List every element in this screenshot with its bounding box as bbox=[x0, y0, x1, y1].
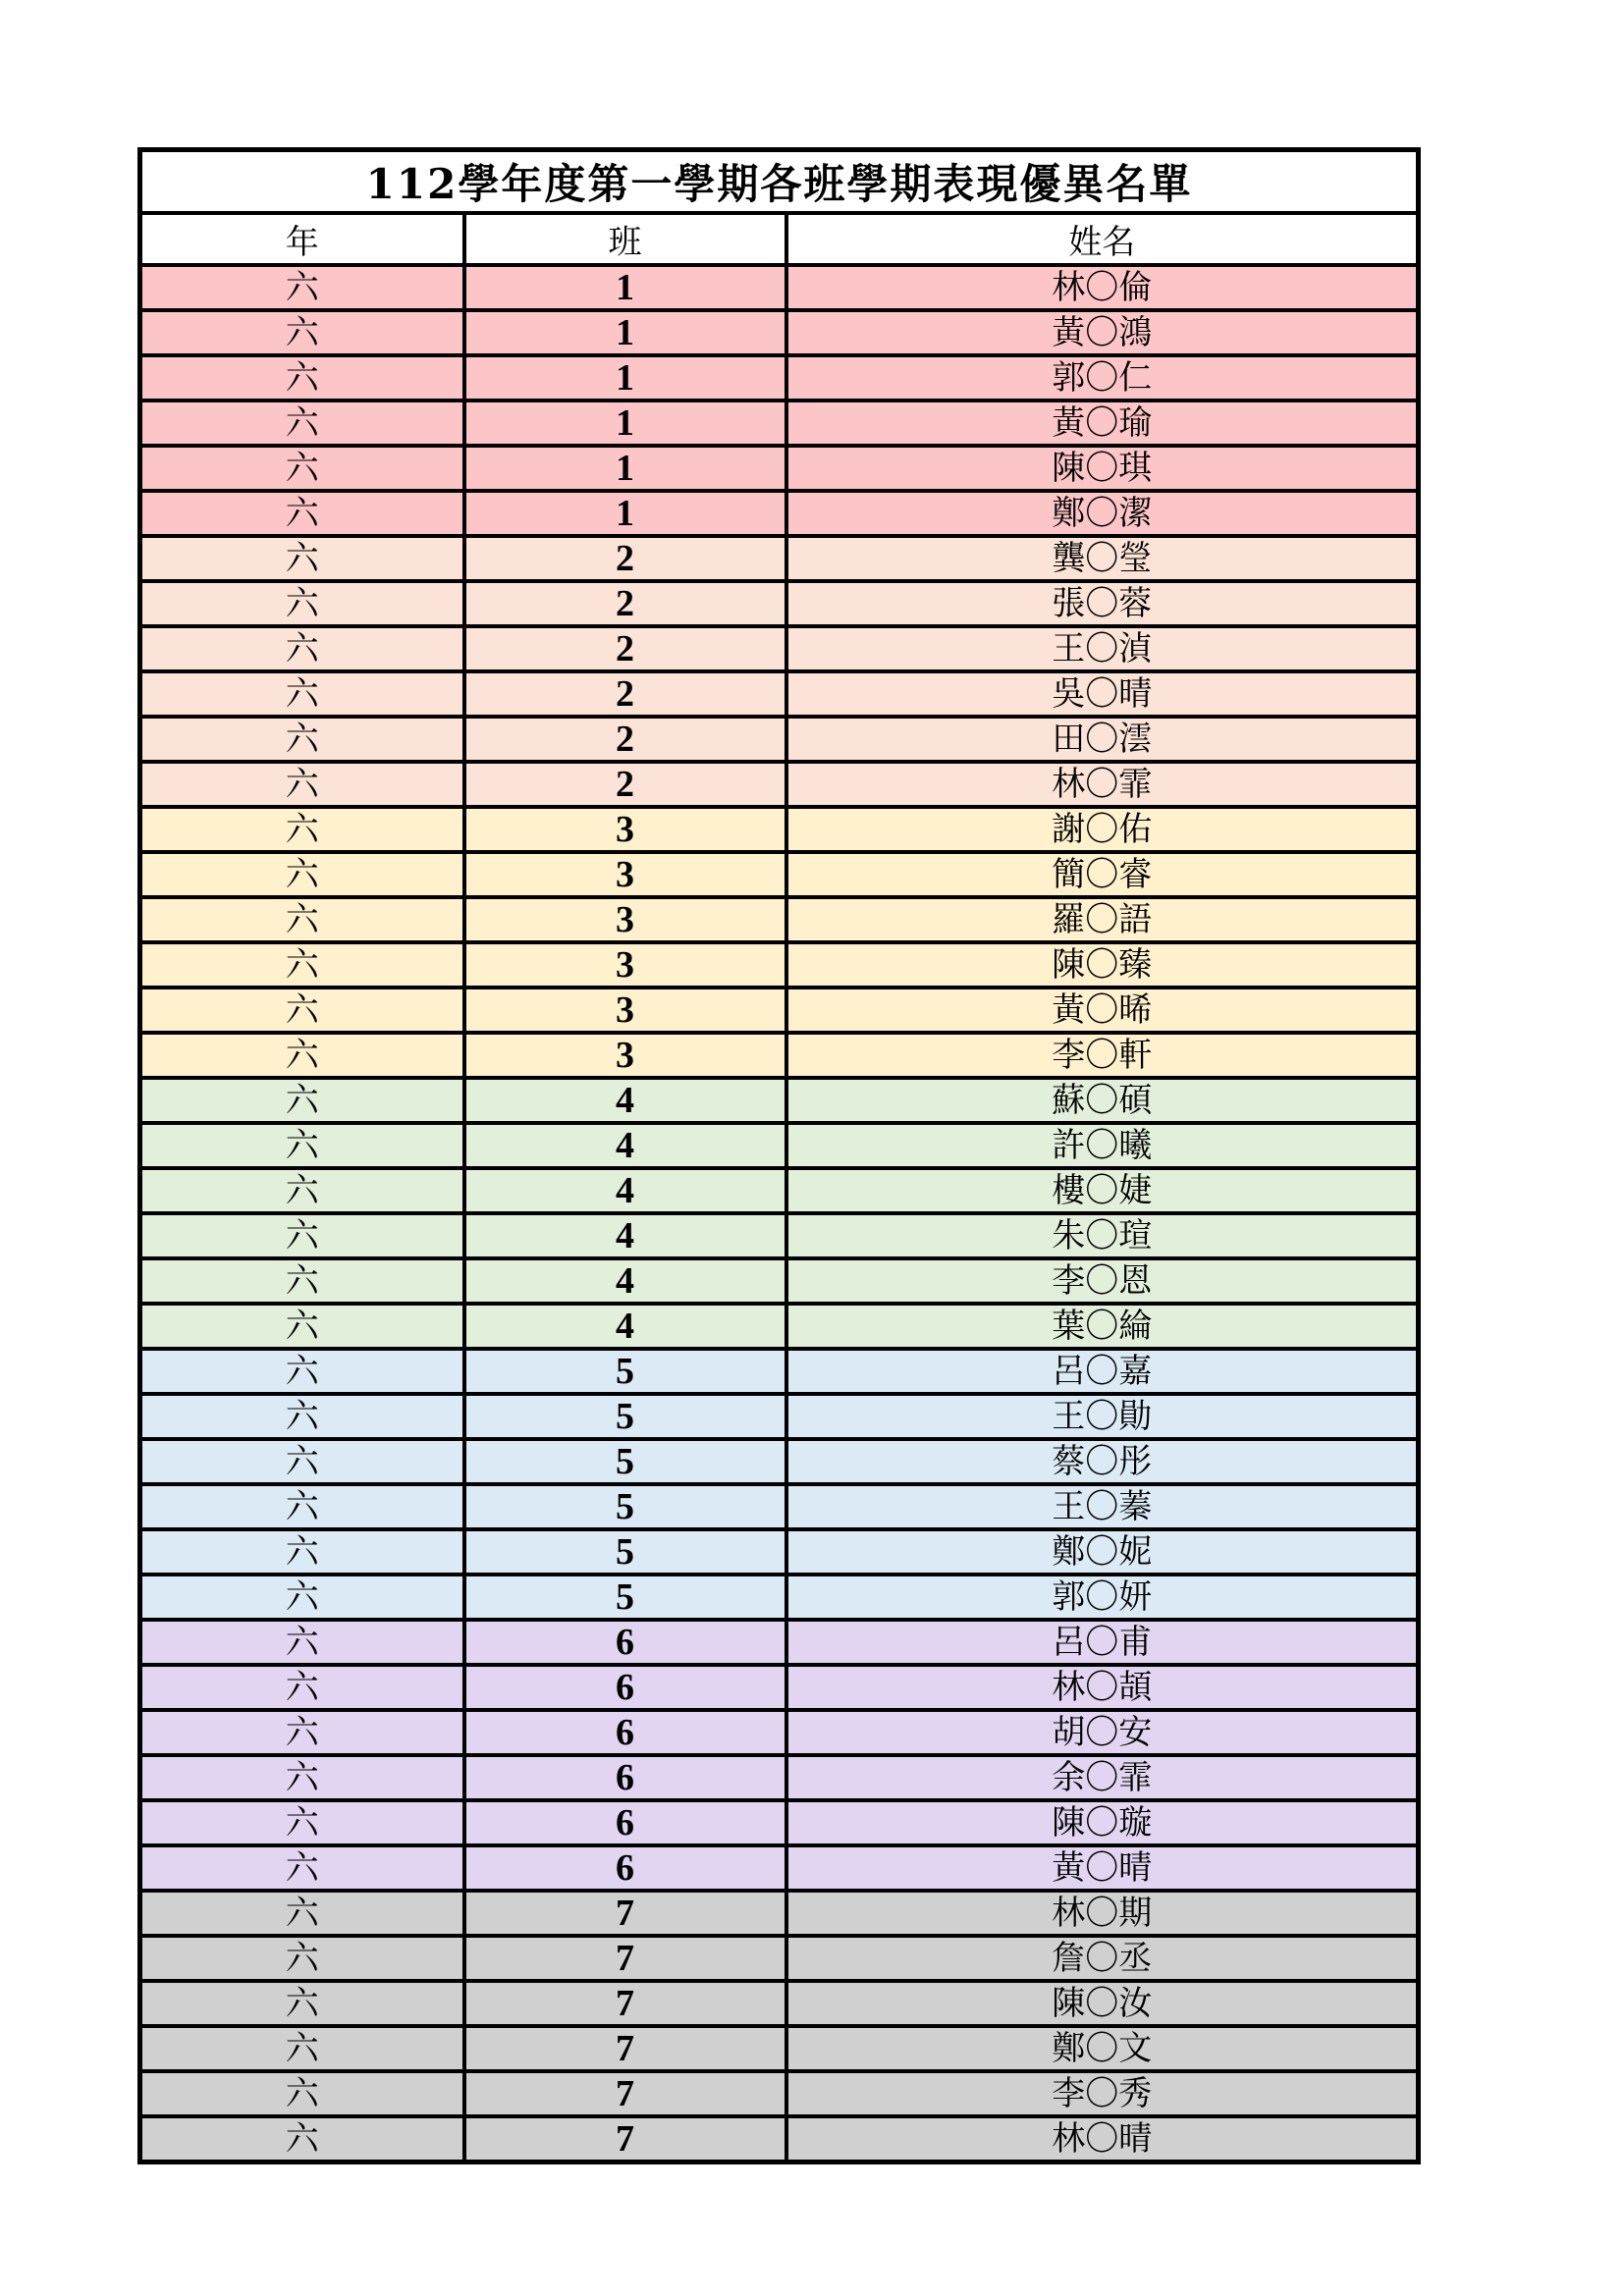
grade-cell: 六 bbox=[140, 762, 464, 807]
table-row bbox=[140, 1981, 1419, 2026]
class-cell: 1 bbox=[464, 310, 786, 355]
name-cell: 王〇勛 bbox=[786, 1394, 1419, 1439]
name-cell: 蘇〇碩 bbox=[786, 1078, 1419, 1123]
name-cell: 許〇曦 bbox=[786, 1123, 1419, 1168]
grade-cell: 六 bbox=[140, 1439, 464, 1484]
table-row bbox=[140, 942, 1419, 988]
name-cell: 林〇霏 bbox=[786, 762, 1419, 807]
name-cell: 陳〇臻 bbox=[786, 942, 1419, 988]
grade-cell: 六 bbox=[140, 1529, 464, 1575]
class-cell: 4 bbox=[464, 1258, 786, 1304]
grade-cell: 六 bbox=[140, 355, 464, 400]
class-cell: 6 bbox=[464, 1665, 786, 1710]
class-cell: 1 bbox=[464, 491, 786, 536]
grade-cell: 六 bbox=[140, 581, 464, 626]
grade-cell: 六 bbox=[140, 1755, 464, 1800]
class-cell: 7 bbox=[464, 2116, 786, 2163]
table-row bbox=[140, 491, 1419, 536]
grade-cell: 六 bbox=[140, 1891, 464, 1936]
table-row bbox=[140, 717, 1419, 762]
table-row bbox=[140, 1078, 1419, 1123]
grade-cell: 六 bbox=[140, 1213, 464, 1258]
grade-cell: 六 bbox=[140, 1123, 464, 1168]
name-cell: 黃〇鴻 bbox=[786, 310, 1419, 355]
class-cell: 4 bbox=[464, 1213, 786, 1258]
page-title: 112學年度第一學期各班學期表現優異名單 bbox=[140, 150, 1419, 214]
class-cell: 2 bbox=[464, 671, 786, 717]
honor-list-table bbox=[137, 147, 1421, 2164]
grade-cell: 六 bbox=[140, 2026, 464, 2071]
name-cell: 郭〇仁 bbox=[786, 355, 1419, 400]
class-cell: 5 bbox=[464, 1484, 786, 1529]
class-cell: 6 bbox=[464, 1710, 786, 1755]
grade-cell: 六 bbox=[140, 852, 464, 897]
table-row bbox=[140, 1620, 1419, 1665]
grade-cell: 六 bbox=[140, 491, 464, 536]
class-cell: 3 bbox=[464, 1033, 786, 1078]
table-row bbox=[140, 310, 1419, 355]
name-cell: 田〇澐 bbox=[786, 717, 1419, 762]
name-cell: 羅〇語 bbox=[786, 897, 1419, 942]
name-cell: 謝〇佑 bbox=[786, 807, 1419, 852]
grade-cell: 六 bbox=[140, 942, 464, 988]
table-row bbox=[140, 988, 1419, 1033]
name-cell: 葉〇綸 bbox=[786, 1304, 1419, 1349]
class-cell: 5 bbox=[464, 1575, 786, 1620]
grade-cell: 六 bbox=[140, 1710, 464, 1755]
name-cell: 吳〇晴 bbox=[786, 671, 1419, 717]
name-cell: 李〇恩 bbox=[786, 1258, 1419, 1304]
class-cell: 2 bbox=[464, 536, 786, 581]
table-row bbox=[140, 1439, 1419, 1484]
grade-cell: 六 bbox=[140, 1620, 464, 1665]
name-cell: 龔〇瑩 bbox=[786, 536, 1419, 581]
class-cell: 3 bbox=[464, 807, 786, 852]
class-cell: 5 bbox=[464, 1439, 786, 1484]
name-cell: 林〇晴 bbox=[786, 2116, 1419, 2163]
class-cell: 5 bbox=[464, 1529, 786, 1575]
name-cell: 王〇湞 bbox=[786, 626, 1419, 671]
class-cell: 4 bbox=[464, 1168, 786, 1213]
table-row bbox=[140, 355, 1419, 400]
table-row bbox=[140, 1484, 1419, 1529]
table-row bbox=[140, 581, 1419, 626]
table-row bbox=[140, 1123, 1419, 1168]
class-cell: 5 bbox=[464, 1394, 786, 1439]
column-header-class: 班 bbox=[464, 213, 786, 265]
name-cell: 林〇頡 bbox=[786, 1665, 1419, 1710]
grade-cell: 六 bbox=[140, 265, 464, 310]
class-cell: 7 bbox=[464, 1981, 786, 2026]
grade-cell: 六 bbox=[140, 446, 464, 491]
table-row bbox=[140, 1304, 1419, 1349]
table-row bbox=[140, 536, 1419, 581]
grade-cell: 六 bbox=[140, 310, 464, 355]
name-cell: 呂〇嘉 bbox=[786, 1349, 1419, 1394]
table-row bbox=[140, 1033, 1419, 1078]
name-cell: 林〇期 bbox=[786, 1891, 1419, 1936]
grade-cell: 六 bbox=[140, 2116, 464, 2163]
name-cell: 張〇蓉 bbox=[786, 581, 1419, 626]
name-cell: 郭〇妍 bbox=[786, 1575, 1419, 1620]
grade-cell: 六 bbox=[140, 1575, 464, 1620]
table-row bbox=[140, 897, 1419, 942]
table-row bbox=[140, 1213, 1419, 1258]
table-row bbox=[140, 671, 1419, 717]
grade-cell: 六 bbox=[140, 1845, 464, 1891]
class-cell: 3 bbox=[464, 988, 786, 1033]
class-cell: 1 bbox=[464, 400, 786, 446]
grade-cell: 六 bbox=[140, 988, 464, 1033]
grade-cell: 六 bbox=[140, 1394, 464, 1439]
name-cell: 鄭〇文 bbox=[786, 2026, 1419, 2071]
name-cell: 樓〇婕 bbox=[786, 1168, 1419, 1213]
grade-cell: 六 bbox=[140, 1168, 464, 1213]
class-cell: 7 bbox=[464, 1936, 786, 1981]
honor-list-sheet bbox=[137, 147, 1416, 2164]
table-row bbox=[140, 807, 1419, 852]
table-row bbox=[140, 2026, 1419, 2071]
name-cell: 李〇軒 bbox=[786, 1033, 1419, 1078]
table-row bbox=[140, 265, 1419, 310]
table-body bbox=[140, 265, 1419, 2163]
table-row bbox=[140, 1755, 1419, 1800]
name-cell: 蔡〇彤 bbox=[786, 1439, 1419, 1484]
table-row bbox=[140, 1258, 1419, 1304]
name-cell: 鄭〇潔 bbox=[786, 491, 1419, 536]
class-cell: 6 bbox=[464, 1755, 786, 1800]
header-row bbox=[140, 213, 1419, 265]
grade-cell: 六 bbox=[140, 536, 464, 581]
class-cell: 2 bbox=[464, 717, 786, 762]
class-cell: 1 bbox=[464, 446, 786, 491]
grade-cell: 六 bbox=[140, 1484, 464, 1529]
table-row bbox=[140, 1575, 1419, 1620]
grade-cell: 六 bbox=[140, 400, 464, 446]
table-row bbox=[140, 2116, 1419, 2163]
name-cell: 呂〇甫 bbox=[786, 1620, 1419, 1665]
class-cell: 5 bbox=[464, 1349, 786, 1394]
name-cell: 黃〇瑜 bbox=[786, 400, 1419, 446]
class-cell: 2 bbox=[464, 762, 786, 807]
class-cell: 2 bbox=[464, 626, 786, 671]
class-cell: 4 bbox=[464, 1304, 786, 1349]
name-cell: 鄭〇妮 bbox=[786, 1529, 1419, 1575]
name-cell: 朱〇瑄 bbox=[786, 1213, 1419, 1258]
class-cell: 1 bbox=[464, 265, 786, 310]
class-cell: 1 bbox=[464, 355, 786, 400]
class-cell: 7 bbox=[464, 1891, 786, 1936]
grade-cell: 六 bbox=[140, 807, 464, 852]
class-cell: 6 bbox=[464, 1845, 786, 1891]
name-cell: 陳〇璇 bbox=[786, 1800, 1419, 1845]
class-cell: 3 bbox=[464, 942, 786, 988]
grade-cell: 六 bbox=[140, 1304, 464, 1349]
table-row bbox=[140, 400, 1419, 446]
table-row bbox=[140, 1665, 1419, 1710]
grade-cell: 六 bbox=[140, 1665, 464, 1710]
grade-cell: 六 bbox=[140, 717, 464, 762]
grade-cell: 六 bbox=[140, 1981, 464, 2026]
name-cell: 胡〇安 bbox=[786, 1710, 1419, 1755]
table-row bbox=[140, 1845, 1419, 1891]
grade-cell: 六 bbox=[140, 1349, 464, 1394]
grade-cell: 六 bbox=[140, 1033, 464, 1078]
grade-cell: 六 bbox=[140, 2071, 464, 2116]
name-cell: 陳〇汝 bbox=[786, 1981, 1419, 2026]
table-row bbox=[140, 1529, 1419, 1575]
table-row bbox=[140, 2071, 1419, 2116]
name-cell: 陳〇琪 bbox=[786, 446, 1419, 491]
table-row bbox=[140, 762, 1419, 807]
class-cell: 6 bbox=[464, 1800, 786, 1845]
name-cell: 余〇霏 bbox=[786, 1755, 1419, 1800]
grade-cell: 六 bbox=[140, 1258, 464, 1304]
table-row bbox=[140, 1891, 1419, 1936]
class-cell: 4 bbox=[464, 1123, 786, 1168]
grade-cell: 六 bbox=[140, 1078, 464, 1123]
name-cell: 王〇蓁 bbox=[786, 1484, 1419, 1529]
name-cell: 詹〇丞 bbox=[786, 1936, 1419, 1981]
class-cell: 6 bbox=[464, 1620, 786, 1665]
class-cell: 2 bbox=[464, 581, 786, 626]
class-cell: 7 bbox=[464, 2026, 786, 2071]
class-cell: 3 bbox=[464, 852, 786, 897]
grade-cell: 六 bbox=[140, 897, 464, 942]
name-cell: 林〇倫 bbox=[786, 265, 1419, 310]
grade-cell: 六 bbox=[140, 1936, 464, 1981]
table-row bbox=[140, 626, 1419, 671]
table-row bbox=[140, 1936, 1419, 1981]
table-row bbox=[140, 1394, 1419, 1439]
column-header-name: 姓名 bbox=[786, 213, 1419, 265]
name-cell: 簡〇睿 bbox=[786, 852, 1419, 897]
grade-cell: 六 bbox=[140, 671, 464, 717]
table-row bbox=[140, 1349, 1419, 1394]
grade-cell: 六 bbox=[140, 1800, 464, 1845]
class-cell: 7 bbox=[464, 2071, 786, 2116]
table-row bbox=[140, 1710, 1419, 1755]
grade-cell: 六 bbox=[140, 626, 464, 671]
table-row bbox=[140, 1800, 1419, 1845]
name-cell: 黃〇晞 bbox=[786, 988, 1419, 1033]
name-cell: 黃〇晴 bbox=[786, 1845, 1419, 1891]
table-row bbox=[140, 852, 1419, 897]
name-cell: 李〇秀 bbox=[786, 2071, 1419, 2116]
class-cell: 3 bbox=[464, 897, 786, 942]
class-cell: 4 bbox=[464, 1078, 786, 1123]
table-row bbox=[140, 1168, 1419, 1213]
table-row bbox=[140, 446, 1419, 491]
column-header-grade: 年 bbox=[140, 213, 464, 265]
